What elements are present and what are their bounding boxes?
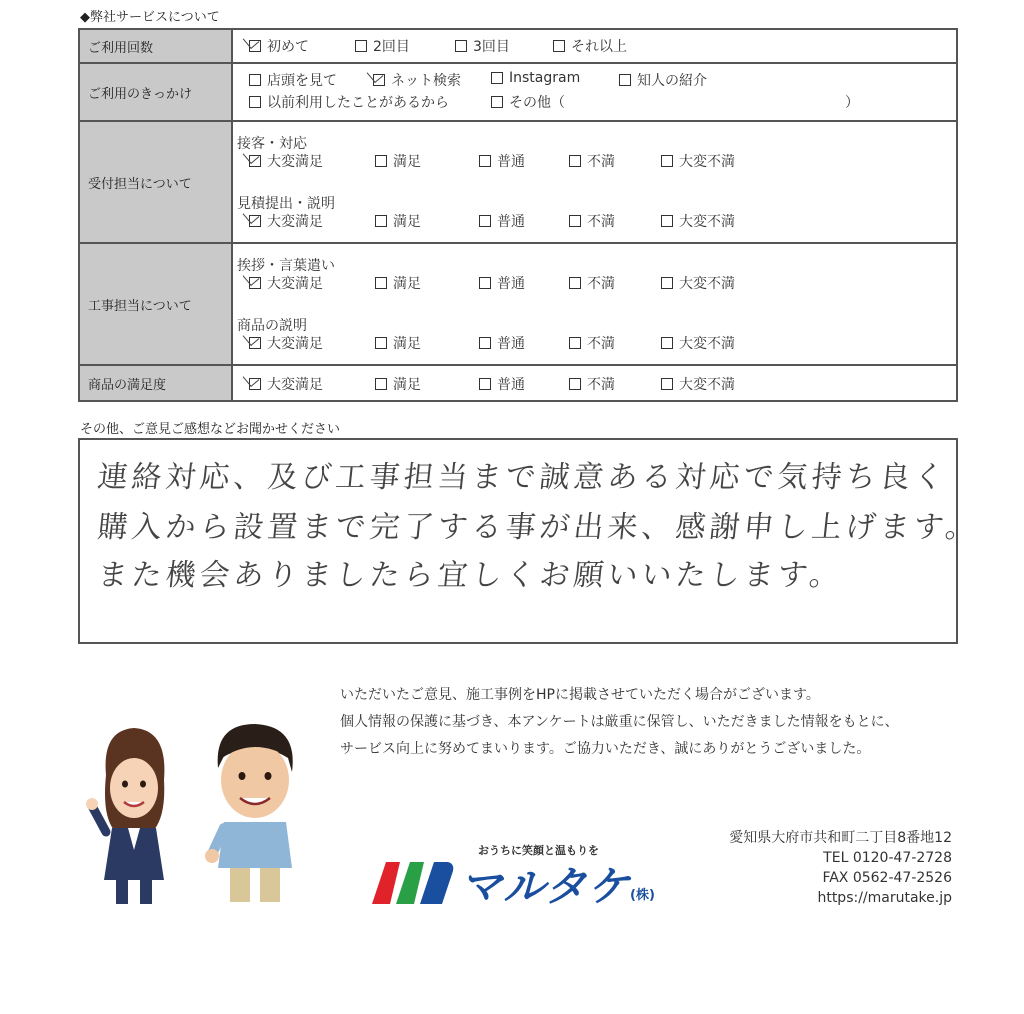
checkbox-icon[interactable] [569,155,581,167]
logo-text: マルタケ [460,862,631,911]
trigger-options [232,63,957,121]
rating-neutral[interactable]: 普通 [479,273,525,293]
female-staff-mascot [84,720,184,910]
rating-very-satisfied[interactable]: 大変満足 [249,151,323,171]
rating-dissatisfied[interactable]: 不満 [569,151,615,171]
company-fax: FAX 0562-47-2526 [822,870,952,886]
trigger-label: ご利用のきっかけ [79,63,232,121]
rating-very-satisfied[interactable]: 大変満足 [249,374,323,394]
comment-line-1: 連絡対応、及び工事担当まで誠意ある対応で気持ち良く [95,460,950,495]
checkbox-icon[interactable] [249,96,261,108]
notice-line-2: 個人情報の保護に基づき、本アンケートは厳重に保管し、いただきました情報をもとに、 [340,714,899,730]
usage-count-options [232,29,957,63]
checkbox-icon[interactable] [569,378,581,390]
comment-box[interactable] [78,438,982,644]
reception-sub2: 見積提出・説明 [237,196,335,212]
product-ratings [232,365,957,401]
reception-label: 受付担当について [79,121,232,243]
other-close-paren: ） [845,95,859,111]
checkbox-icon[interactable] [479,155,491,167]
option-storefront[interactable]: 店頭を見て [249,70,337,90]
checkbox-icon[interactable] [491,96,503,108]
company-logo [368,838,668,918]
rating-neutral[interactable]: 普通 [479,333,525,353]
rating-neutral[interactable]: 普通 [479,211,525,231]
comment-line-3: また機会ありましたら宜しくお願いいたします。 [95,558,846,593]
option-more[interactable]: それ以上 [553,36,627,56]
rating-very-dissatisfied[interactable]: 大変不満 [661,211,735,231]
rating-dissatisfied[interactable]: 不満 [569,374,615,394]
reception-ratings [232,121,957,243]
option-instagram[interactable]: Instagram [491,70,580,86]
logo-m-icon [368,852,460,908]
option-other[interactable]: その他（ [491,92,565,112]
rating-very-dissatisfied[interactable]: 大変不満 [661,151,735,171]
rating-satisfied[interactable]: 満足 [375,333,421,353]
option-second-time[interactable]: 2回目 [355,36,410,56]
rating-very-satisfied[interactable]: 大変満足 [249,211,323,231]
checkbox-checked-icon[interactable] [373,74,385,86]
checkbox-icon[interactable] [479,378,491,390]
checkbox-icon[interactable] [661,215,673,227]
checkbox-icon[interactable] [661,337,673,349]
comment-line-2: 購入から設置まで完了する事が出来、感謝申し上げます。 [95,510,982,545]
option-referral[interactable]: 知人の紹介 [619,70,707,90]
rating-dissatisfied[interactable]: 不満 [569,333,615,353]
checkbox-checked-icon[interactable] [249,277,261,289]
usage-count-label: ご利用回数 [79,29,232,63]
rating-dissatisfied[interactable]: 不満 [569,273,615,293]
rating-very-dissatisfied[interactable]: 大変不満 [661,333,735,353]
checkbox-icon[interactable] [661,378,673,390]
company-contact [729,828,952,908]
company-address: 愛知県大府市共和町二丁目8番地12 [729,830,952,846]
product-label: 商品の満足度 [79,365,232,401]
reception-sub1: 接客・対応 [237,136,307,152]
checkbox-icon[interactable] [569,337,581,349]
checkbox-checked-icon[interactable] [249,337,261,349]
rating-satisfied[interactable]: 満足 [375,211,421,231]
option-repeat-customer[interactable]: 以前利用したことがあるから [249,92,449,112]
rating-very-dissatisfied[interactable]: 大変不満 [661,273,735,293]
checkbox-icon[interactable] [479,277,491,289]
comment-title: その他、ご意見ご感想などお聞かせください [80,422,341,437]
option-web-search[interactable]: ネット検索 [373,70,461,90]
construction-sub1: 挨拶・言葉遣い [237,258,335,274]
male-staff-mascot [200,718,310,910]
logo-tagline: おうちに笑顔と温もりを [478,844,599,857]
construction-ratings [232,243,957,365]
checkbox-icon[interactable] [455,40,467,52]
checkbox-checked-icon[interactable] [249,378,261,390]
checkbox-icon[interactable] [569,215,581,227]
checkbox-icon[interactable] [661,155,673,167]
notice-line-1: いただいたご意見、施工事例をHPに掲載させていただく場合がございます。 [340,687,820,703]
checkbox-icon[interactable] [479,215,491,227]
option-third-time[interactable]: 3回目 [455,36,510,56]
notice [340,682,899,763]
checkbox-icon[interactable] [355,40,367,52]
checkbox-checked-icon[interactable] [249,215,261,227]
checkbox-checked-icon[interactable] [249,40,261,52]
section-title: ◆弊社サービスについて [80,10,220,25]
checkbox-icon[interactable] [375,337,387,349]
notice-line-3: サービス向上に努めてまいります。ご協力いただき、誠にありがとうございました。 [340,741,871,757]
checkbox-icon[interactable] [375,378,387,390]
rating-very-satisfied[interactable]: 大変満足 [249,273,323,293]
checkbox-icon[interactable] [375,277,387,289]
rating-very-dissatisfied[interactable]: 大変不満 [661,374,735,394]
checkbox-icon[interactable] [661,277,673,289]
rating-satisfied[interactable]: 満足 [375,374,421,394]
rating-dissatisfied[interactable]: 不満 [569,211,615,231]
option-first-time[interactable]: 初めて [249,36,309,56]
company-tel: TEL 0120-47-2728 [823,850,952,866]
checkbox-checked-icon[interactable] [249,155,261,167]
construction-sub2: 商品の説明 [237,318,307,334]
rating-neutral[interactable]: 普通 [479,151,525,171]
survey-table [78,28,958,402]
rating-neutral[interactable]: 普通 [479,374,525,394]
rating-satisfied[interactable]: 満足 [375,151,421,171]
checkbox-icon[interactable] [569,277,581,289]
checkbox-icon[interactable] [479,337,491,349]
checkbox-icon[interactable] [249,74,261,86]
logo-suffix: (株) [630,888,655,903]
company-url[interactable]: https://marutake.jp [817,890,952,906]
checkbox-icon[interactable] [619,74,631,86]
checkbox-icon[interactable] [491,72,503,84]
checkbox-icon[interactable] [375,215,387,227]
rating-satisfied[interactable]: 満足 [375,273,421,293]
checkbox-icon[interactable] [553,40,565,52]
construction-label: 工事担当について [79,243,232,365]
rating-very-satisfied[interactable]: 大変満足 [249,333,323,353]
checkbox-icon[interactable] [375,155,387,167]
